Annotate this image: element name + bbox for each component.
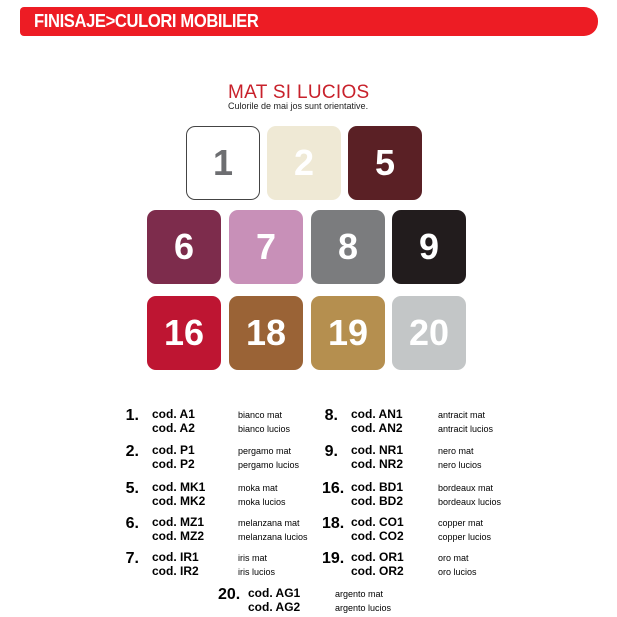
finish-name-matte: oro mat [438,553,469,563]
code-number: 6. [125,515,139,532]
code-number: 8. [324,407,338,424]
code-gloss: cod. A2 [152,421,195,435]
swatch-number: 2 [293,142,315,183]
finish-name-matte: argento mat [335,589,384,599]
color-swatch-5 [348,126,422,200]
finish-name-matte: pergamo mat [238,446,292,456]
finish-name-matte: bianco mat [238,410,283,420]
swatch-number: 9 [418,226,440,267]
swatch-number: 8 [337,226,359,267]
code-matte: cod. IR1 [152,550,199,564]
code-gloss: cod. P2 [152,457,195,471]
finish-name-gloss: moka lucios [238,497,286,507]
finish-name-gloss: pergamo lucios [238,460,300,470]
code-gloss: cod. CO2 [351,529,404,543]
code-number: 18. [322,515,345,532]
finish-name-gloss: oro lucios [438,567,477,577]
finish-name-matte: iris mat [238,553,267,563]
code-matte: cod. MK1 [152,480,206,494]
finish-name-gloss: nero lucios [438,460,482,470]
color-swatch-19 [311,296,385,370]
finish-name-gloss: argento lucios [335,603,392,613]
swatch-number: 5 [374,142,396,183]
finish-name-gloss: bordeaux lucios [438,497,502,507]
code-matte: cod. NR1 [351,443,404,457]
swatch-number: 16 [163,312,205,353]
code-matte: cod. AG1 [248,586,301,600]
code-matte: cod. P1 [152,443,195,457]
finish-name-gloss: iris lucios [238,567,276,577]
swatch-number: 7 [255,226,277,267]
code-number: 1. [125,407,139,424]
code-gloss: cod. AG2 [248,600,301,614]
section-subtitle: Culorile de mai jos sunt orientative. [228,101,369,111]
finish-name-matte: bordeaux mat [438,483,494,493]
finish-name-matte: nero mat [438,446,474,456]
code-number: 2. [125,443,139,460]
code-gloss: cod. MZ2 [152,529,205,543]
code-matte: cod. MZ1 [152,515,205,529]
code-matte: cod. A1 [152,407,195,421]
color-swatch-20 [392,296,466,370]
code-number: 19. [322,550,345,567]
code-gloss: cod. MK2 [152,494,206,508]
code-number: 16. [322,480,345,497]
code-number: 20. [218,586,241,603]
code-matte: cod. BD1 [351,480,404,494]
code-number: 7. [125,550,139,567]
code-matte: cod. OR1 [351,550,404,564]
header-banner [20,7,598,36]
finish-name-matte: antracit mat [438,410,486,420]
swatch-number: 20 [408,312,450,353]
page-title: FINISAJE>CULORI MOBILIER [34,11,259,31]
color-swatch-16 [147,296,221,370]
color-swatch-6 [147,210,221,284]
code-gloss: cod. NR2 [351,457,404,471]
finish-name-gloss: bianco lucios [238,424,291,434]
section-title: MAT SI LUCIOS [228,82,370,103]
color-swatch-2 [267,126,341,200]
swatch-number: 19 [327,312,369,353]
code-gloss: cod. IR2 [152,564,199,578]
color-swatch-1 [186,126,260,200]
code-gloss: cod. OR2 [351,564,404,578]
code-gloss: cod. AN2 [351,421,403,435]
finish-name-matte: copper mat [438,518,484,528]
finish-name-matte: moka mat [238,483,278,493]
color-swatch-18 [229,296,303,370]
code-number: 9. [324,443,338,460]
finish-name-gloss: copper lucios [438,532,492,542]
code-number: 5. [125,480,139,497]
code-matte: cod. AN1 [351,407,403,421]
swatch-number: 18 [245,312,287,353]
code-gloss: cod. BD2 [351,494,404,508]
swatch-number: 1 [212,142,234,183]
color-swatch-9 [392,210,466,284]
finish-name-gloss: antracit lucios [438,424,494,434]
finish-name-matte: melanzana mat [238,518,300,528]
color-swatch-8 [311,210,385,284]
finish-name-gloss: melanzana lucios [238,532,308,542]
swatch-number: 6 [173,226,195,267]
color-swatch-7 [229,210,303,284]
code-matte: cod. CO1 [351,515,404,529]
